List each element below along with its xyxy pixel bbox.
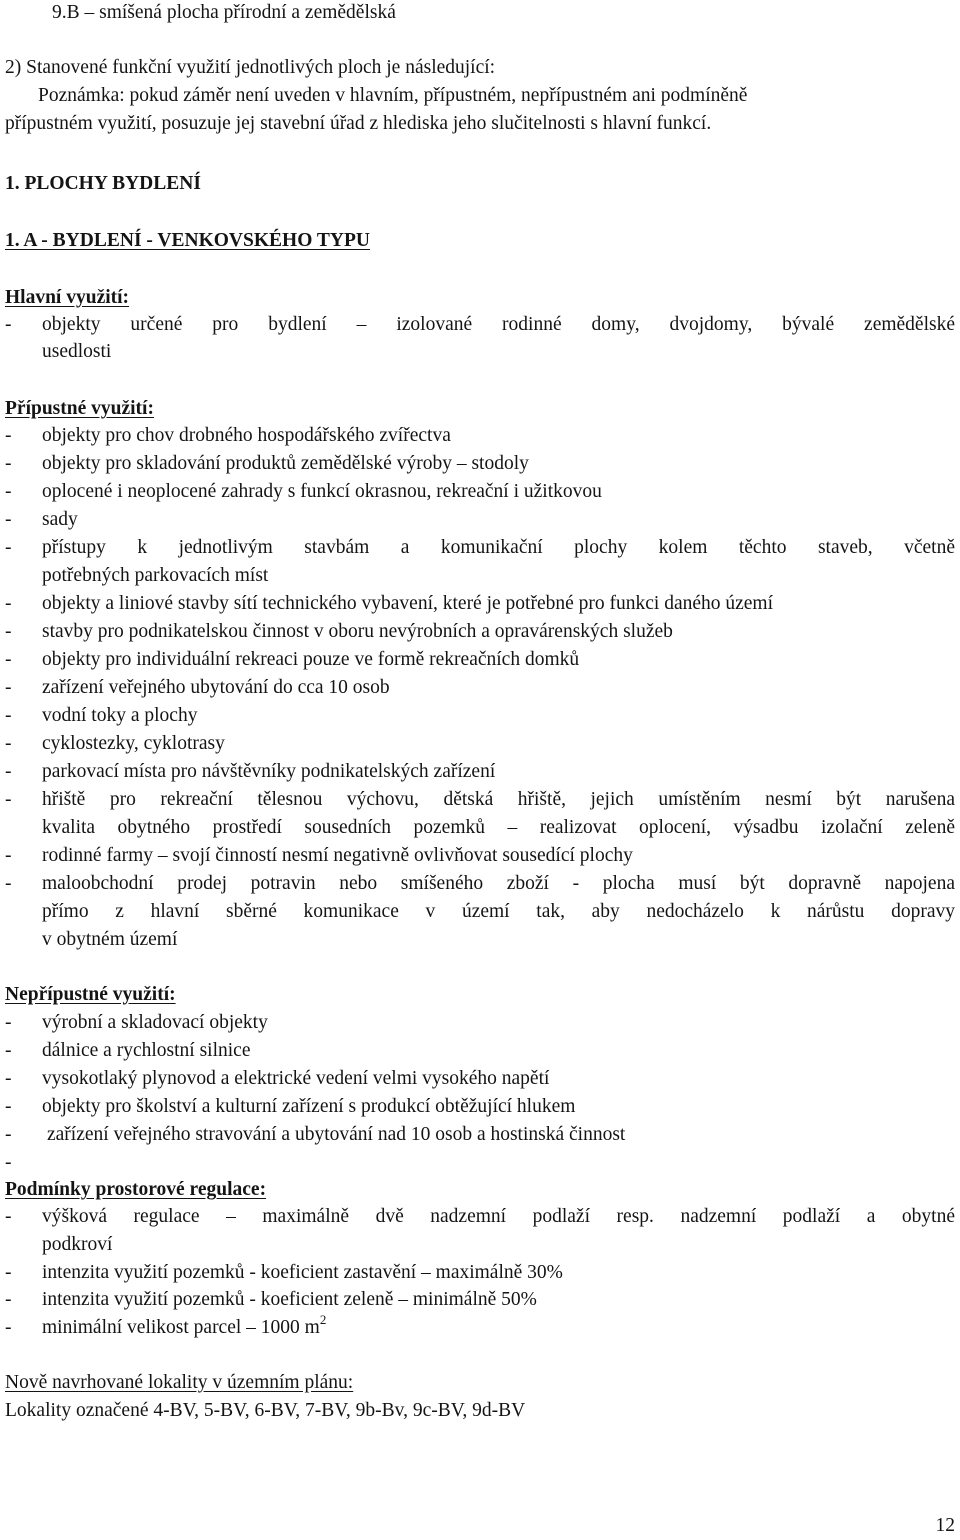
list-item: cyklostezky, cyklotrasy [42, 733, 225, 754]
bullet-dash: - [5, 1152, 12, 1173]
bullet-dash: - [5, 761, 12, 782]
bullet-dash: - [5, 593, 12, 614]
bullet-dash: - [5, 1012, 12, 1033]
main-use-item-line-1: objekty určené pro bydlení – izolované rodinné domy, dvojdomy, bývalé zemědělské [42, 314, 955, 335]
list-item: zařízení veřejného ubytování do cca 10 osob [42, 677, 390, 698]
bullet-dash: - [5, 425, 12, 446]
list-item: oplocené i neoplocené zahrady s funkcí okrasnou, rekreační i užitkovou [42, 481, 602, 502]
list-item: vodní toky a plochy [42, 705, 198, 726]
main-use-heading: Hlavní využití: [5, 287, 130, 308]
bullet-dash: - [5, 649, 12, 670]
bullet-dash: - [5, 705, 12, 726]
bullet-dash: - [5, 677, 12, 698]
bullet-dash: - [5, 1206, 12, 1227]
list-item: stavby pro podnikatelskou činnost v oboru nevýrobních a opravárenských služeb [42, 621, 673, 642]
list-item: objekty pro individuální rekreaci pouze ve formě rekreačních domků [42, 649, 580, 670]
bullet-dash: - [5, 1124, 12, 1145]
bullet-dash: - [5, 1262, 12, 1283]
bullet-dash: - [5, 873, 12, 894]
bullet-dash: - [5, 481, 12, 502]
list-item: intenzita využití pozemků - koeficient zastavění – maximálně 30% [42, 1262, 563, 1283]
list-item: objekty a liniové stavby sítí technického vybavení, které je potřebné pro funkci daného území [42, 593, 774, 614]
top-line: 9.B – smíšená plocha přírodní a zemědělská [52, 2, 396, 23]
note-line-2: přípustném využití, posuzuje jej stavební úřad z hlediska jeho slučitelnosti s hlavní funkcí. [5, 113, 712, 134]
bullet-dash: - [5, 1040, 12, 1061]
list-item: zařízení veřejného stravování a ubytování nad 10 osob a hostinská činnost [47, 1124, 626, 1145]
list-item: hřiště pro rekreační tělesnou výchovu, dětská hřiště, jejich umístěním nesmí být narušena [42, 789, 955, 810]
list-item-continuation: potřebných parkovacích míst [42, 565, 269, 586]
list-item: objekty pro chov drobného hospodářského zvířectva [42, 425, 451, 446]
bullet-dash: - [5, 314, 12, 335]
list-item-continuation: kvalita obytného prostředí sousedních pozemků – realizovat oplocení, výsadbu izolační zeleně [42, 817, 955, 838]
bullet-dash: - [5, 733, 12, 754]
note-line-1: Poznámka: pokud záměr není uveden v hlavním, přípustném, nepřípustném ani podmíněně [38, 85, 748, 106]
list-item-continuation: přímo z hlavní sběrné komunikace v území tak, aby nedocházelo k nárůstu dopravy [42, 901, 955, 922]
bullet-dash: - [5, 509, 12, 530]
bullet-dash: - [5, 1068, 12, 1089]
intro-heading: 2) Stanovené funkční využití jednotlivých ploch je následující: [5, 57, 496, 78]
main-use-item-line-2: usedlosti [42, 341, 112, 362]
bullet-dash: - [5, 789, 12, 810]
list-item: parkovací místa pro návštěvníky podnikatelských zařízení [42, 761, 496, 782]
bullet-dash: - [5, 845, 12, 866]
section-subtitle: 1. A - BYDLENÍ - VENKOVSKÉHO TYPU [5, 230, 370, 251]
bullet-dash: - [5, 1096, 12, 1117]
list-item: dálnice a rychlostní silnice [42, 1040, 251, 1061]
list-item: přístupy k jednotlivým stavbám a komunikační plochy kolem těchto staveb, včetně [42, 537, 955, 558]
list-item-continuation: v obytném území [42, 929, 178, 950]
page-number: 12 [935, 1515, 955, 1536]
section-title: 1. PLOCHY BYDLENÍ [5, 173, 201, 194]
list-item: maloobchodní prodej potravin nebo smíšeného zboží - plocha musí být dopravně napojena [42, 873, 955, 894]
list-item: výrobní a skladovací objekty [42, 1012, 268, 1033]
list-item: objekty pro školství a kulturní zařízení s produkcí obtěžující hlukem [42, 1096, 576, 1117]
list-item-continuation: podkroví [42, 1234, 113, 1255]
list-item: sady [42, 509, 78, 530]
list-item: vysokotlaký plynovod a elektrické vedení velmi vysokého napětí [42, 1068, 550, 1089]
new-localities-heading: Nově navrhované lokality v územním plánu: [5, 1372, 354, 1393]
list-item: výšková regulace – maximálně dvě nadzemní podlaží resp. nadzemní podlaží a obytné [42, 1206, 955, 1227]
new-localities-text: Lokality označené 4-BV, 5-BV, 6-BV, 7-BV, 9b-Bv, 9c-BV, 9d-BV [5, 1400, 526, 1421]
list-item: intenzita využití pozemků - koeficient zeleně – minimálně 50% [42, 1289, 537, 1310]
bullet-dash: - [5, 453, 12, 474]
forbidden-use-heading-text: Nepřípustné využití: [5, 984, 176, 1005]
bullet-dash: - [5, 1289, 12, 1310]
list-item: rodinné farmy – svojí činností nesmí negativně ovlivňovat sousedící plochy [42, 845, 633, 866]
bullet-dash: - [5, 1317, 12, 1338]
parcel-size-text: minimální velikost parcel – 1000 m [42, 1317, 320, 1338]
forbidden-use-heading [5, 981, 176, 1009]
list-item: objekty pro skladování produktů zemědělské výroby – stodoly [42, 453, 529, 474]
list-item [42, 1311, 955, 1342]
superscript-2: 2 [319, 1311, 327, 1327]
bullet-dash: - [5, 537, 12, 558]
permitted-use-heading: Přípustné využití: [5, 398, 154, 419]
spatial-regulation-heading: Podmínky prostorové regulace: [5, 1179, 267, 1200]
bullet-dash: - [5, 621, 12, 642]
